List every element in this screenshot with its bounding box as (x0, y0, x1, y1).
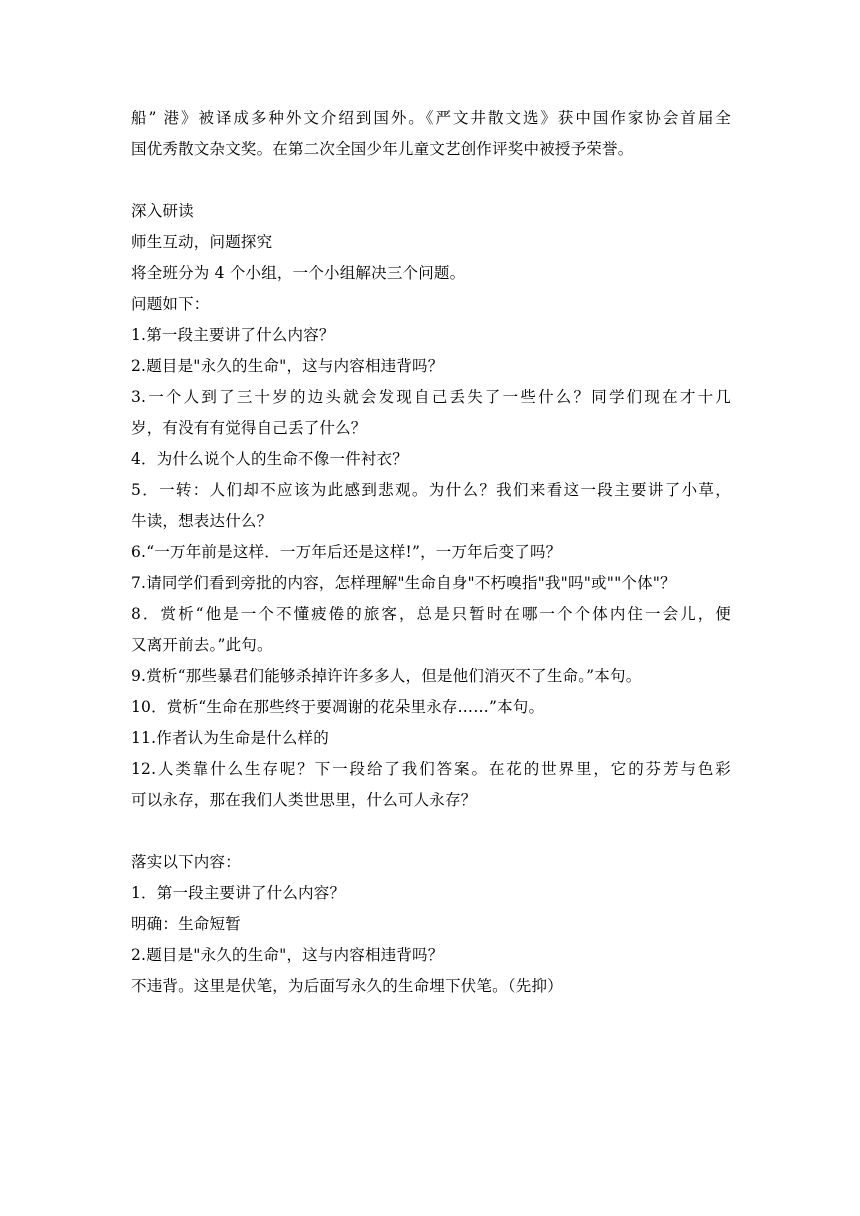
section-subheading: 师生互动，问题探究 (131, 233, 273, 251)
question-line: 8．赏析“他是一个不懂疲倦的旅客，总是只暂时在哪一个个体内住一会儿，便 (131, 605, 731, 623)
implement-item (131, 940, 731, 971)
question-item (131, 723, 731, 754)
questions-intro: 问题如下： (131, 295, 210, 313)
paragraph-gap (131, 165, 731, 196)
question-item (131, 351, 731, 382)
question-line: 12.人类靠什么生存呢？下一段给了我们答案。在花的世界里，它的芬芳与色彩 (131, 760, 731, 778)
implement-heading: 落实以下内容： (131, 853, 241, 871)
question-item (131, 692, 731, 723)
implement-item (131, 909, 731, 940)
question-line: 又离开前去。”此句。 (131, 636, 273, 654)
implement-list (131, 878, 731, 1002)
implement-item (131, 971, 731, 1002)
implement-line: 明确：生命短暂 (131, 915, 241, 933)
intro-line: 国优秀散文杂文奖。在第二次全国少年儿童文艺创作评奖中被授予荣誉。 (131, 140, 634, 158)
document-body (131, 103, 731, 1002)
group-instruction: 将全班分为 4 个小组，一个小组解决三个问题。 (131, 264, 466, 282)
question-item (131, 754, 731, 816)
question-item (131, 599, 731, 661)
question-line: 6.“一万年前是这样．一万年后还是这样!”，一万年后变了吗？ (131, 543, 562, 561)
implement-line: 不违背。这里是伏笔，为后面写永久的生命埋下伏笔。（先抑） (131, 977, 563, 995)
question-item (131, 444, 731, 475)
question-line: 7.请同学们看到旁批的内容，怎样理解"生命自身"不朽嗅指"我"吗"或""个体"？ (131, 574, 676, 592)
question-line: 3.一个人到了三十岁的边头就会发现自己丢失了一些什么？同学们现在才十几 (131, 388, 731, 406)
intro-paragraph (131, 103, 731, 165)
question-line: 11.作者认为生命是什么样的 (131, 729, 329, 747)
question-item (131, 382, 731, 444)
section-heading: 深入研读 (131, 202, 194, 220)
implement-line: 1．第一段主要讲了什么内容？ (131, 884, 346, 902)
question-list (131, 320, 731, 816)
question-line: 可以永存，那在我们人类世思里，什么可人永存？ (131, 791, 477, 809)
question-item (131, 661, 731, 692)
question-item (131, 537, 731, 568)
question-line: 4．为什么说个人的生命不像一件衬衣？ (131, 450, 408, 468)
intro-line: 船” 港》被译成多种外文介绍到国外。《严文井散文选》获中国作家协会首届全 (131, 109, 731, 127)
paragraph-gap (131, 816, 731, 847)
question-line: 岁，有没有有觉得自己丢了什么？ (131, 419, 367, 437)
implement-line: 2.题目是"永久的生命"，这与内容相违背吗？ (131, 946, 444, 964)
question-line: 2.题目是"永久的生命"，这与内容相违背吗？ (131, 357, 444, 375)
question-item (131, 475, 731, 537)
question-line: 牛读，想表达什么？ (131, 512, 273, 530)
implement-item (131, 878, 731, 909)
question-line: 9.赏析“那些暴君们能够杀掉许许多多人，但是他们消灭不了生命。”本句。 (131, 667, 642, 685)
question-item (131, 320, 731, 351)
question-line: 5．一转：人们却不应该为此感到悲观。为什么？我们来看这一段主要讲了小草， (131, 481, 731, 499)
question-line: 10．赏析“生命在那些终于要凋谢的花朵里永存……”本句。 (131, 698, 545, 716)
question-line: 1.第一段主要讲了什么内容？ (131, 326, 335, 344)
question-item (131, 568, 731, 599)
